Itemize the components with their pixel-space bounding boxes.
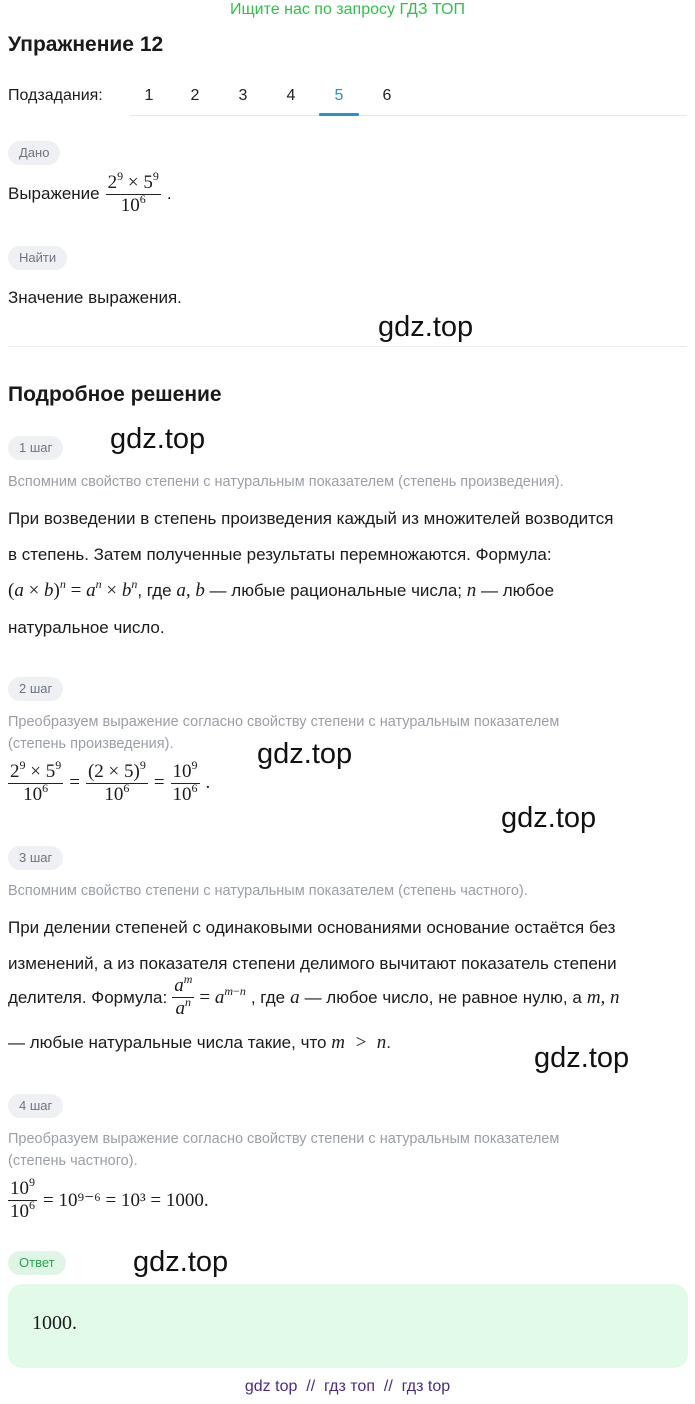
search-banner[interactable]: Ищите нас по запросу ГДЗ ТОП — [230, 1, 465, 18]
subtask-tab-1[interactable]: 1 — [144, 87, 154, 104]
given-chip: Дано — [8, 141, 60, 165]
step-3-line-1: При делении степеней с одинаковыми основаниями основание остаётся без — [8, 918, 616, 937]
section-divider — [8, 346, 687, 347]
watermark: gdz.top — [110, 423, 206, 455]
step-1-chip: 1 шаг — [8, 436, 63, 460]
subtask-tab-4[interactable]: 4 — [286, 87, 296, 104]
step-4-equation: $\frac{10^9}{10^6}$ = 10⁹⁻⁶ = 10³ = 1000. — [10, 1175, 209, 1222]
watermark: gdz.top — [534, 1042, 630, 1074]
step-4-chip: 4 шаг — [8, 1094, 63, 1118]
find-text: Значение выражения. — [8, 288, 182, 307]
step-4-note-2: (степень частного). — [8, 1153, 138, 1169]
find-chip: Найти — [8, 246, 67, 270]
step-3-line-4: — любые натуральные числа такие, что m > n. — [8, 1032, 392, 1053]
step-2-equation: $\frac{2^9 \times 5^9}{10^6}$ = $\frac{(2 \times 5)^9}{10^6}$ = $\frac{10^9}{10^6}$ . — [10, 758, 211, 805]
step-3-chip: 3 шаг — [8, 846, 63, 870]
subtask-tab-2[interactable]: 2 — [190, 87, 200, 104]
step-1-line-2: в степень. Затем полученные результаты перемножаются. Формула: — [8, 545, 552, 564]
active-tab-indicator — [319, 113, 359, 116]
subtasks-label: Подзадания: — [8, 87, 103, 104]
step-3-formula-line: делителя. Формула: $\frac{a^m}{a^n}$ = $a^{m-n}$ , где a — любое число, не равное нулю, а m, n — [8, 972, 620, 1019]
step-3-note: Вспомним свойство степени с натуральным показателем (степень частного). — [8, 883, 528, 899]
answer-chip: Ответ — [8, 1251, 66, 1275]
watermark: gdz.top — [133, 1246, 229, 1278]
watermark: gdz.top — [501, 802, 597, 834]
step-4-note-1: Преобразуем выражение согласно свойству степени с натуральным показателем — [8, 1131, 560, 1147]
step-1-formula-line: $(a \times b)^n = a^n \times b^n$, где a, b — любые рациональные числа; n — любое — [8, 577, 555, 601]
step-3-line-2: изменений, а из показателя степени делимого вычитают показатель степени — [8, 954, 617, 973]
given-fraction: $\frac{2^9 \times 5^9}{10^6}$ — [107, 169, 159, 216]
given-line: Выражение $\frac{2^9 \times 5^9}{10^6}$ . — [8, 169, 172, 216]
watermark: gdz.top — [378, 311, 474, 343]
step-1-note: Вспомним свойство степени с натуральным показателем (степень произведения). — [8, 474, 564, 490]
step-2-note-1: Преобразуем выражение согласно свойству степени с натуральным показателем — [8, 714, 560, 730]
footer-links[interactable]: gdz top // гдз топ // гдз top — [244, 1378, 451, 1395]
step-2-note-2: (степень произведения). — [8, 736, 174, 752]
step-1-line-1: При возведении в степень произведения каждый из множителей возводится — [8, 509, 614, 528]
subtask-tab-3[interactable]: 3 — [238, 87, 248, 104]
watermark: gdz.top — [257, 738, 353, 770]
subtask-tab-5[interactable]: 5 — [334, 87, 344, 104]
given-text: Выражение — [8, 184, 100, 204]
answer-value: 1000. — [32, 1312, 77, 1334]
step-2-chip: 2 шаг — [8, 677, 63, 701]
solution-title: Подробное решение — [8, 383, 222, 406]
step-1-line-4: натуральное число. — [8, 618, 165, 637]
subtask-tab-6[interactable]: 6 — [382, 87, 392, 104]
exercise-title: Упражнение 12 — [8, 33, 164, 56]
step-4-result: = 10⁹⁻⁶ = 10³ = 1000. — [43, 1189, 209, 1211]
answer-box — [8, 1284, 688, 1368]
subtasks-divider — [130, 115, 687, 116]
